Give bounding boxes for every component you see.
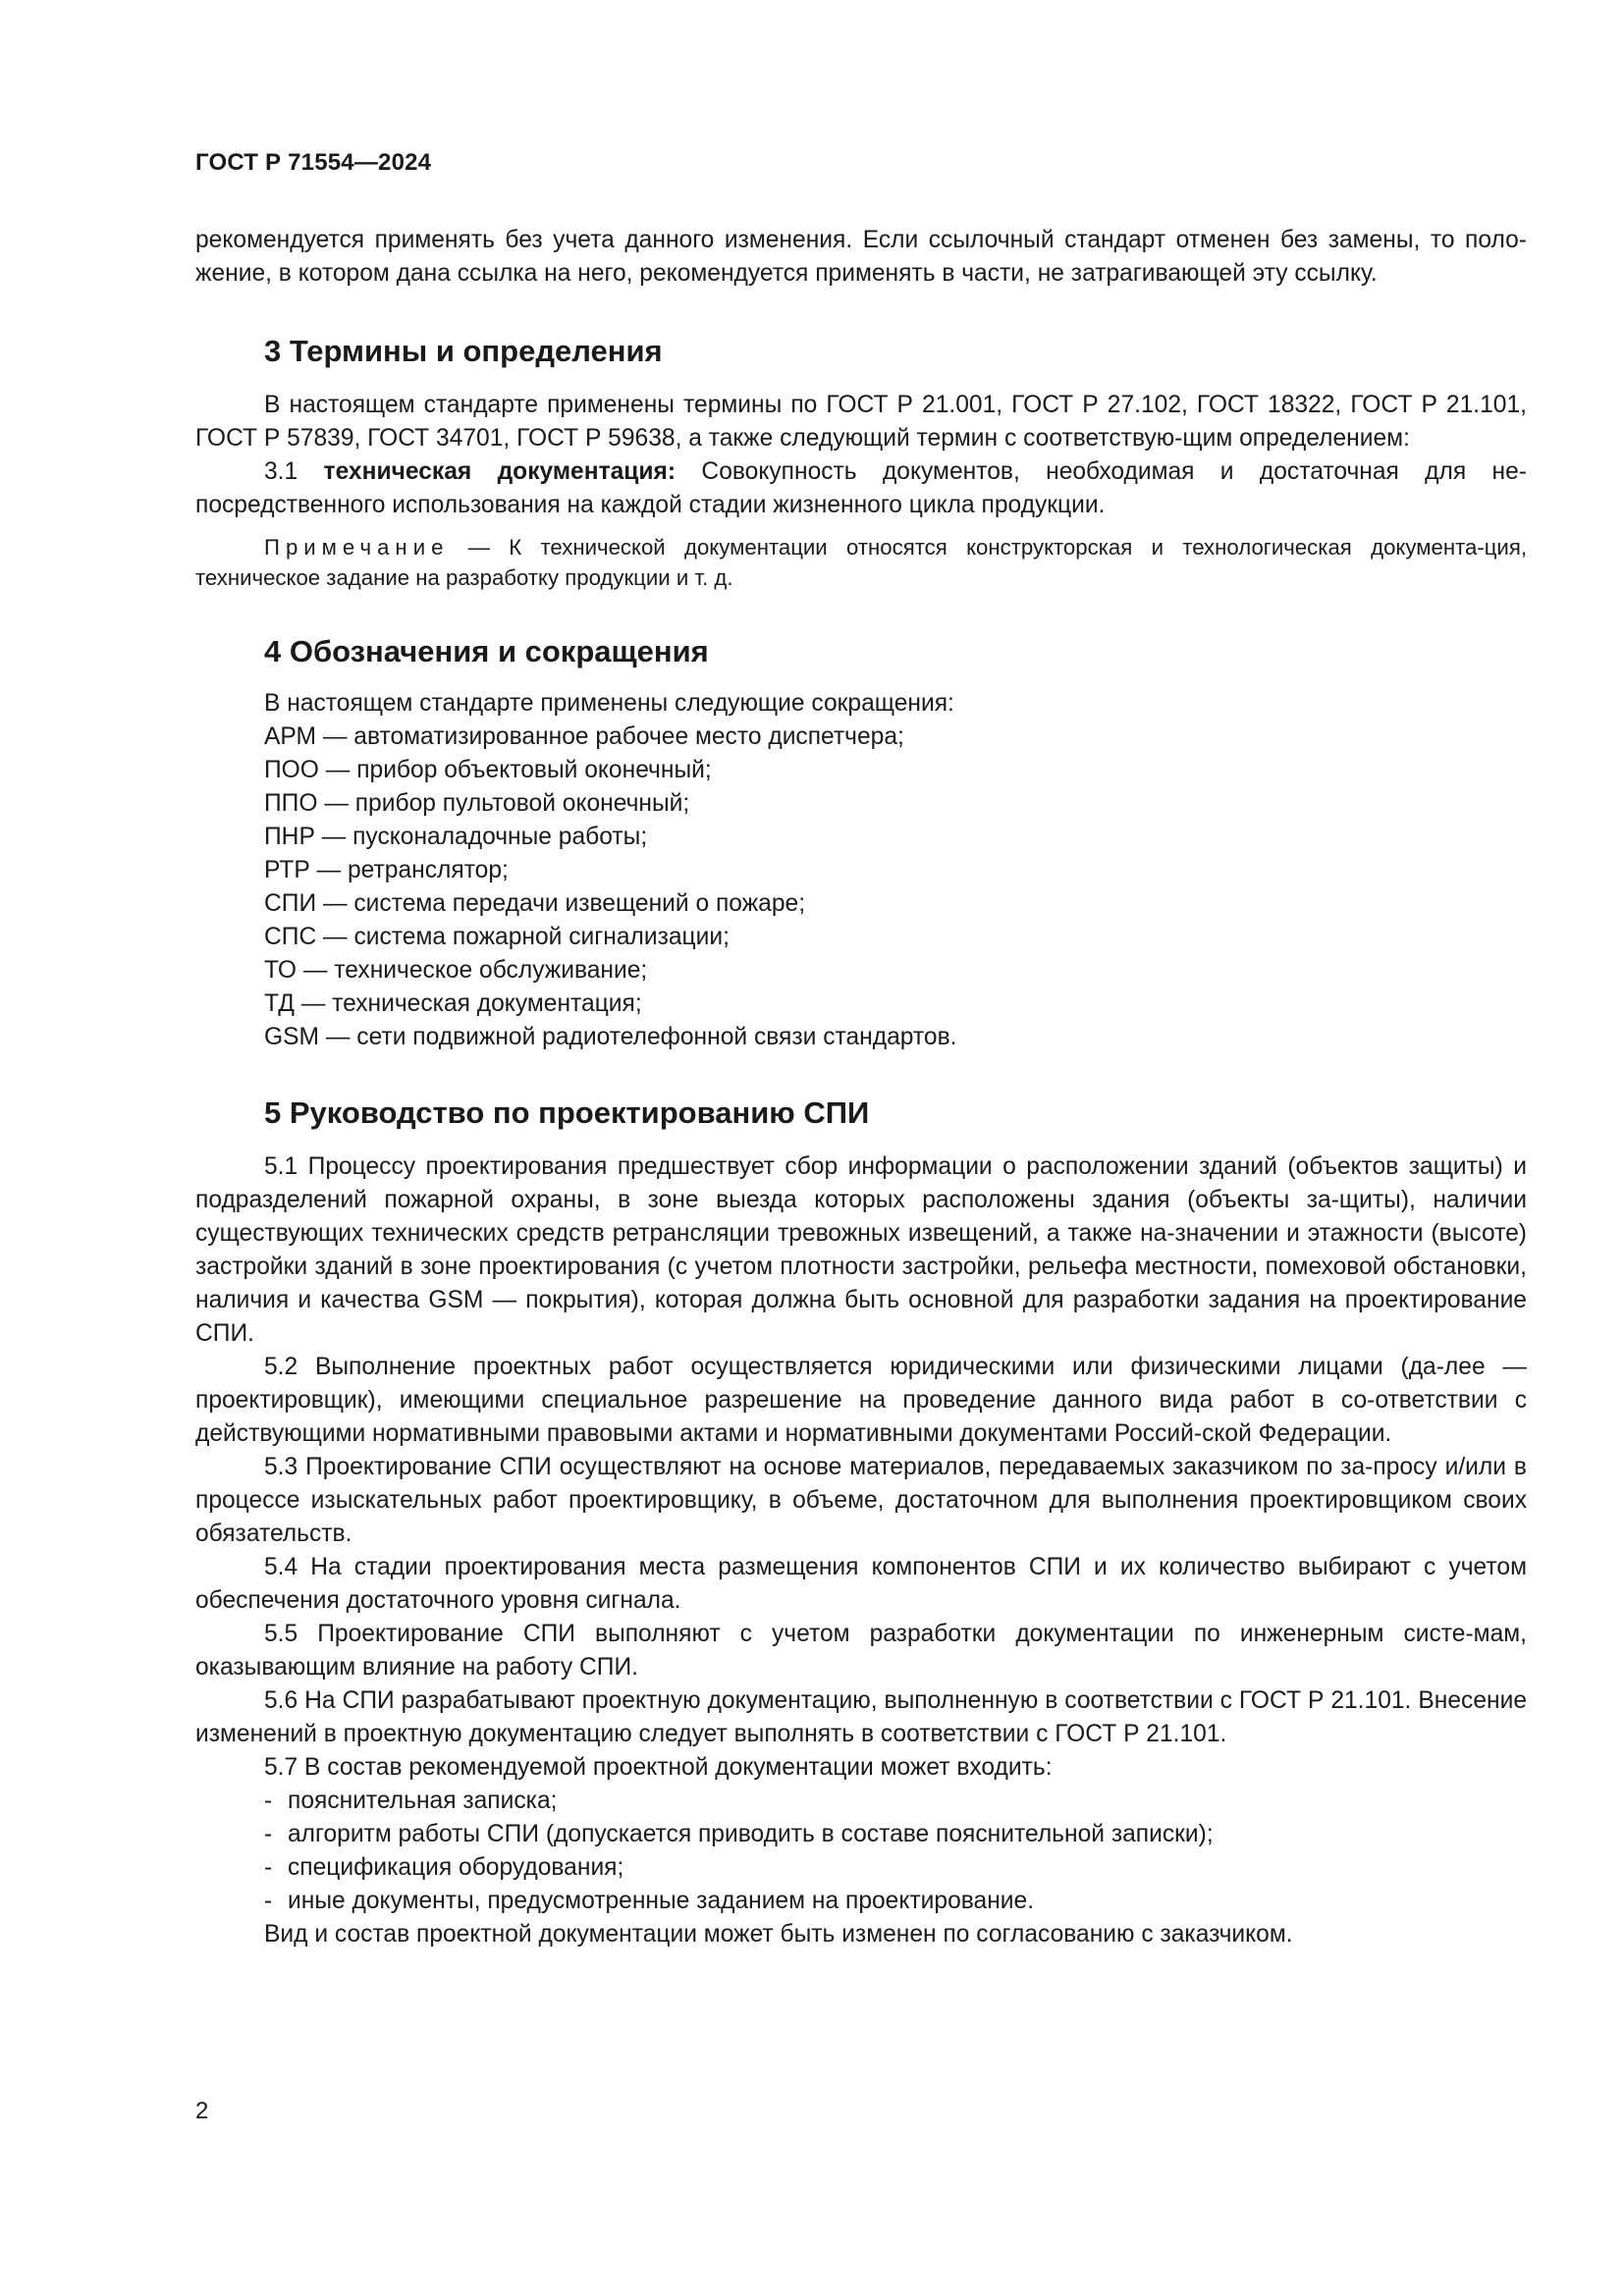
- section-5-title: 5 Руководство по проектированию СПИ: [264, 1095, 870, 1130]
- list-dash: -: [264, 1821, 273, 1847]
- clause-5-4: 5.4 На стадии проектирования места размещения компонентов СПИ и их количество выбирают с учетом обеспечения достаточного уровня сигнала.: [195, 1554, 1527, 1614]
- term-number: 3.1: [264, 458, 324, 485]
- clause-5-2: 5.2 Выполнение проектных работ осуществляется юридическими или физическими лицами (да-лее — проектировщик), имеющими специальное разрешение на проведение данного вида работ в со-ответствии с действующими нормативными правовыми актами и нормативными документами Россий-ской Федерации.: [195, 1354, 1527, 1447]
- section-4-title: 4 Обозначения и сокращения: [264, 634, 709, 668]
- abbreviation-item: ПНР — пусконаладочные работы;: [264, 824, 648, 850]
- list-dash: -: [264, 1888, 273, 1914]
- section-3-para-1: В настоящем стандарте применены термины по ГОСТ Р 21.001, ГОСТ Р 27.102, ГОСТ 18322, ГОСТ Р 21.101, ГОСТ Р 57839, ГОСТ 34701, ГОСТ Р 59638, а также следующий термин с соответствую-щим определением:: [195, 392, 1527, 452]
- abbreviation-item: ТО — техническое обслуживание;: [264, 957, 648, 984]
- abbreviation-item: ППО — прибор пультовой оконечный;: [264, 790, 690, 817]
- note-text: — К технической документации относятся конструкторская и технологическая документа-ция, техническое задание на разработку продукции и т. д.: [195, 535, 1527, 590]
- closing-paragraph: Вид и состав проектной документации может быть изменен по согласованию с заказчиком.: [264, 1921, 1293, 1948]
- term-name: техническая документация:: [323, 458, 677, 485]
- list-dash: -: [264, 1854, 273, 1881]
- abbreviation-item: ТД — техническая документация;: [264, 990, 642, 1017]
- abbreviation-item: GSM — сети подвижной радиотелефонной связи стандартов.: [264, 1024, 957, 1050]
- list-item: [264, 1885, 1527, 1918]
- list-dash: -: [264, 1788, 273, 1814]
- page-content: [195, 224, 1527, 1951]
- clause-5-5: 5.5 Проектирование СПИ выполняют с учетом разработки документации по инженерным систе-мам, оказывающим влияние на работу СПИ.: [195, 1621, 1527, 1681]
- list-item-text: алгоритм работы СПИ (допускается приводить в составе пояснительной записки);: [288, 1821, 1214, 1847]
- list-item-text: иные документы, предусмотренные заданием на проектирование.: [288, 1888, 1035, 1914]
- list-item: [264, 1818, 1527, 1851]
- clause-5-7: 5.7 В состав рекомендуемой проектной документации может входить:: [264, 1754, 1053, 1781]
- list-item-text: пояснительная записка;: [288, 1788, 558, 1814]
- standard-code-header: ГОСТ Р 71554—2024: [195, 149, 432, 176]
- clause-5-1: 5.1 Процессу проектирования предшествует сбор информации о расположении зданий (объектов защиты) и подразделений пожарной охраны, в зоне выезда которых расположены здания (объекты за-щиты), наличии существующих технических средств ретрансляции тревожных извещений, а также на-значении и этажности (высоте) застройки зданий в зоне проектирования (с учетом плотности застройки, рельефа местности, помеховой обстановки, наличия и качества GSM — покрытия), которая должна быть основной для разработки задания на проектирование СПИ.: [195, 1153, 1527, 1347]
- note-3-1: [195, 532, 1527, 593]
- section-3-title: 3 Термины и определения: [264, 334, 663, 368]
- clause-5-3: 5.3 Проектирование СПИ осуществляют на основе материалов, передаваемых заказчиком по за-просу и/или в процессе изыскательных работ проектировщику, в объеме, достаточном для выполнения проектировщиком своих обязательств.: [195, 1454, 1527, 1547]
- list-item-text: спецификация оборудования;: [288, 1854, 624, 1881]
- clause-5-6: 5.6 На СПИ разрабатывают проектную документацию, выполненную в соответствии с ГОСТ Р 21.101. Внесение изменений в проектную документацию следует выполнять в соответствии с ГОСТ Р 21.101.: [195, 1687, 1527, 1747]
- section-4-intro: В настоящем стандарте применены следующие сокращения:: [264, 690, 954, 717]
- note-label: Примечание: [264, 535, 450, 560]
- list-item: [264, 1785, 1527, 1818]
- list-item: [264, 1851, 1527, 1885]
- abbreviation-item: СПС — система пожарной сигнализации;: [264, 924, 730, 950]
- intro-continuation: рекомендуется применять без учета данного изменения. Если ссылочный стандарт отменен без замены, то поло-жение, в котором дана ссылка на него, рекомендуется применять в части, не затрагивающей эту ссылку.: [195, 227, 1527, 287]
- abbreviation-item: РТР — ретранслятор;: [264, 857, 509, 883]
- abbreviation-item: СПИ — система передачи извещений о пожаре;: [264, 890, 806, 917]
- abbreviation-item: АРМ — автоматизированное рабочее место диспетчера;: [264, 723, 904, 750]
- page-number: 2: [195, 2098, 209, 2124]
- term-definition: Совокупность документов, необходимая и достаточная для не-посредственного использования на каждой стадии жизненного цикла продукции.: [195, 458, 1527, 518]
- term-3-1: [195, 455, 1527, 522]
- abbreviation-item: ПОО — прибор объектовый оконечный;: [264, 757, 712, 783]
